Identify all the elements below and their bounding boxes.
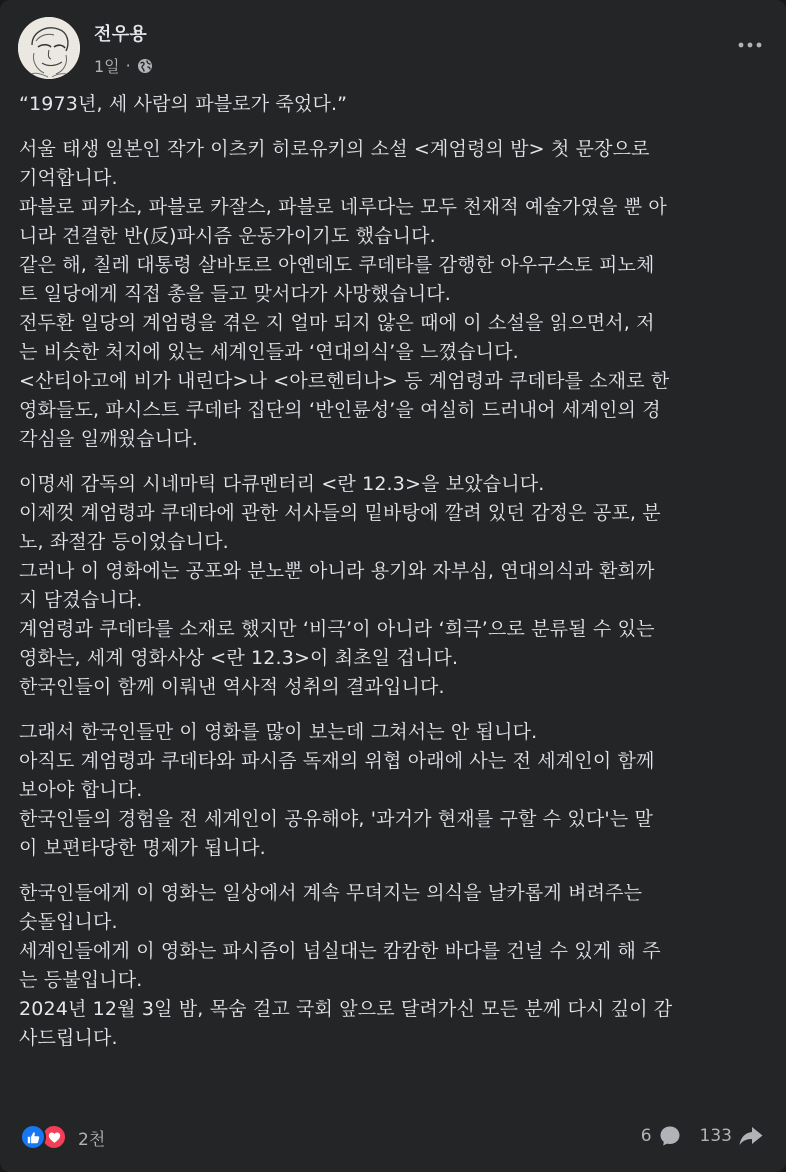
post-text-line: 숫돌입니다. <box>19 911 118 933</box>
post-text-line: 이 보편타당한 명제가 됩니다. <box>19 837 266 859</box>
post-text-line: 그래서 한국인들만 이 영화를 많이 보는데 그쳐서는 안 됩니다. <box>19 721 538 743</box>
post-text-line: 아직도 계엄령과 쿠데타와 파시즘 독재의 위협 아래에 사는 전 세계인이 함께 <box>19 750 655 772</box>
post-text-line: 트 일당에게 직접 총을 들고 맞서다가 사망했습니다. <box>19 283 451 305</box>
comment-icon <box>658 1124 682 1148</box>
post-paragraph <box>19 135 767 454</box>
shares-stat[interactable] <box>700 1124 764 1148</box>
comments-stat[interactable] <box>641 1124 682 1148</box>
post-text-line: 세계인들에게 이 영화는 파시즘이 넘실대는 캄캄한 바다를 건널 수 있게 해 주 <box>19 940 661 962</box>
share-arrow-icon <box>738 1124 764 1148</box>
reactions-summary[interactable] <box>20 1124 105 1150</box>
post-text-line: 한국인들의 경험을 전 세계인이 공유해야, '과거가 현재를 구할 수 있다'는 말 <box>19 808 653 830</box>
post-footer <box>20 1124 766 1154</box>
post-text-line: 영화들도, 파시스트 쿠데타 집단의 ‘반인륜성’을 여실히 드러내어 세계인의 경 <box>19 399 661 421</box>
post-paragraph <box>19 718 767 863</box>
post-text-line: 사드립니다. <box>19 1027 118 1049</box>
post-body <box>19 90 767 1069</box>
post-text-line: 기억합니다. <box>19 167 118 189</box>
comments-count: 6 <box>640 1126 652 1146</box>
post-text-line: 한국인들이 함께 이뤄낸 역사적 성취의 결과입니다. <box>19 676 445 698</box>
shares-count: 133 <box>699 1126 732 1146</box>
more-options-button[interactable] <box>732 35 768 55</box>
reactions-count: 2천 <box>78 1129 106 1150</box>
post-text-line: 계엄령과 쿠데타를 소재로 했지만 ‘비극’이 아니라 ‘희극’으로 분류될 수 있는 <box>19 618 655 640</box>
post-text-line: 2024년 12월 3일 밤, 목숨 걸고 국회 앞으로 달려가신 모든 분께 다시 깊이 감 <box>19 998 673 1020</box>
avatar-sketch-icon <box>18 17 80 79</box>
post-header <box>18 17 768 81</box>
post-meta <box>94 54 153 77</box>
post-text-line: 는 비슷한 처지에 있는 세계인들과 ‘연대의식’을 느꼈습니다. <box>19 341 519 363</box>
engagement-stats <box>641 1124 764 1148</box>
post-text-line: <산티아고에 비가 내린다>나 <아르헨티나> 등 계엄령과 쿠데타를 소재로 한 <box>19 370 670 392</box>
post-time[interactable]: 1일 <box>94 57 120 76</box>
post-text-line: 각심을 일깨웠습니다. <box>19 428 198 450</box>
post-text-line: 이명세 감독의 시네마틱 다큐멘터리 <란 12.3>을 보았습니다. <box>19 473 545 495</box>
globe-icon <box>137 58 153 74</box>
post-text-line: 서울 태생 일본인 작가 이츠키 히로유키의 소설 <계엄령의 밤> 첫 문장으로 <box>19 138 650 160</box>
like-icon <box>20 1124 46 1150</box>
post-text-line: 그러나 이 영화에는 공포와 분노뿐 아니라 용기와 자부심, 연대의식과 환희까 <box>19 560 655 582</box>
post-text-line: 파블로 피카소, 파블로 카잘스, 파블로 네루다는 모두 천재적 예술가였을 뿐 아 <box>19 196 667 218</box>
post-text-line: 같은 해, 칠레 대통령 살바토르 아옌데도 쿠데타를 감행한 아우구스토 피노체 <box>19 254 655 276</box>
post-paragraph <box>19 90 767 119</box>
post-text-line: 지 담겼습니다. <box>19 589 143 611</box>
post-text-line: “1973년, 세 사람의 파블로가 죽었다.” <box>19 93 348 115</box>
post-paragraph <box>19 879 767 1053</box>
post-paragraph <box>19 470 767 702</box>
post-text-line: 보아야 합니다. <box>19 779 143 801</box>
post-text-line: 니라 견결한 반(反)파시즘 운동가이기도 했습니다. <box>19 225 436 247</box>
post-text-line: 노, 좌절감 등이었습니다. <box>19 531 229 553</box>
more-dots-icon <box>738 42 762 48</box>
author-avatar[interactable] <box>18 17 80 79</box>
post-text-line: 영화는, 세계 영화사상 <란 12.3>이 최초일 겁니다. <box>19 647 459 669</box>
post-text-line: 한국인들에게 이 영화는 일상에서 계속 무뎌지는 의식을 날카롭게 벼려주는 <box>19 882 643 904</box>
meta-separator: · <box>125 56 131 75</box>
post-text-line: 는 등불입니다. <box>19 969 143 991</box>
author-name[interactable]: 전우용 <box>94 24 148 45</box>
post-text-line: 전두환 일당의 계엄령을 겪은 지 얼마 되지 않은 때에 이 소설을 읽으면서, 저 <box>19 312 655 334</box>
post-text-line: 이제껏 계엄령과 쿠데타에 관한 서사들의 밑바탕에 깔려 있던 감정은 공포, 분 <box>19 502 661 524</box>
